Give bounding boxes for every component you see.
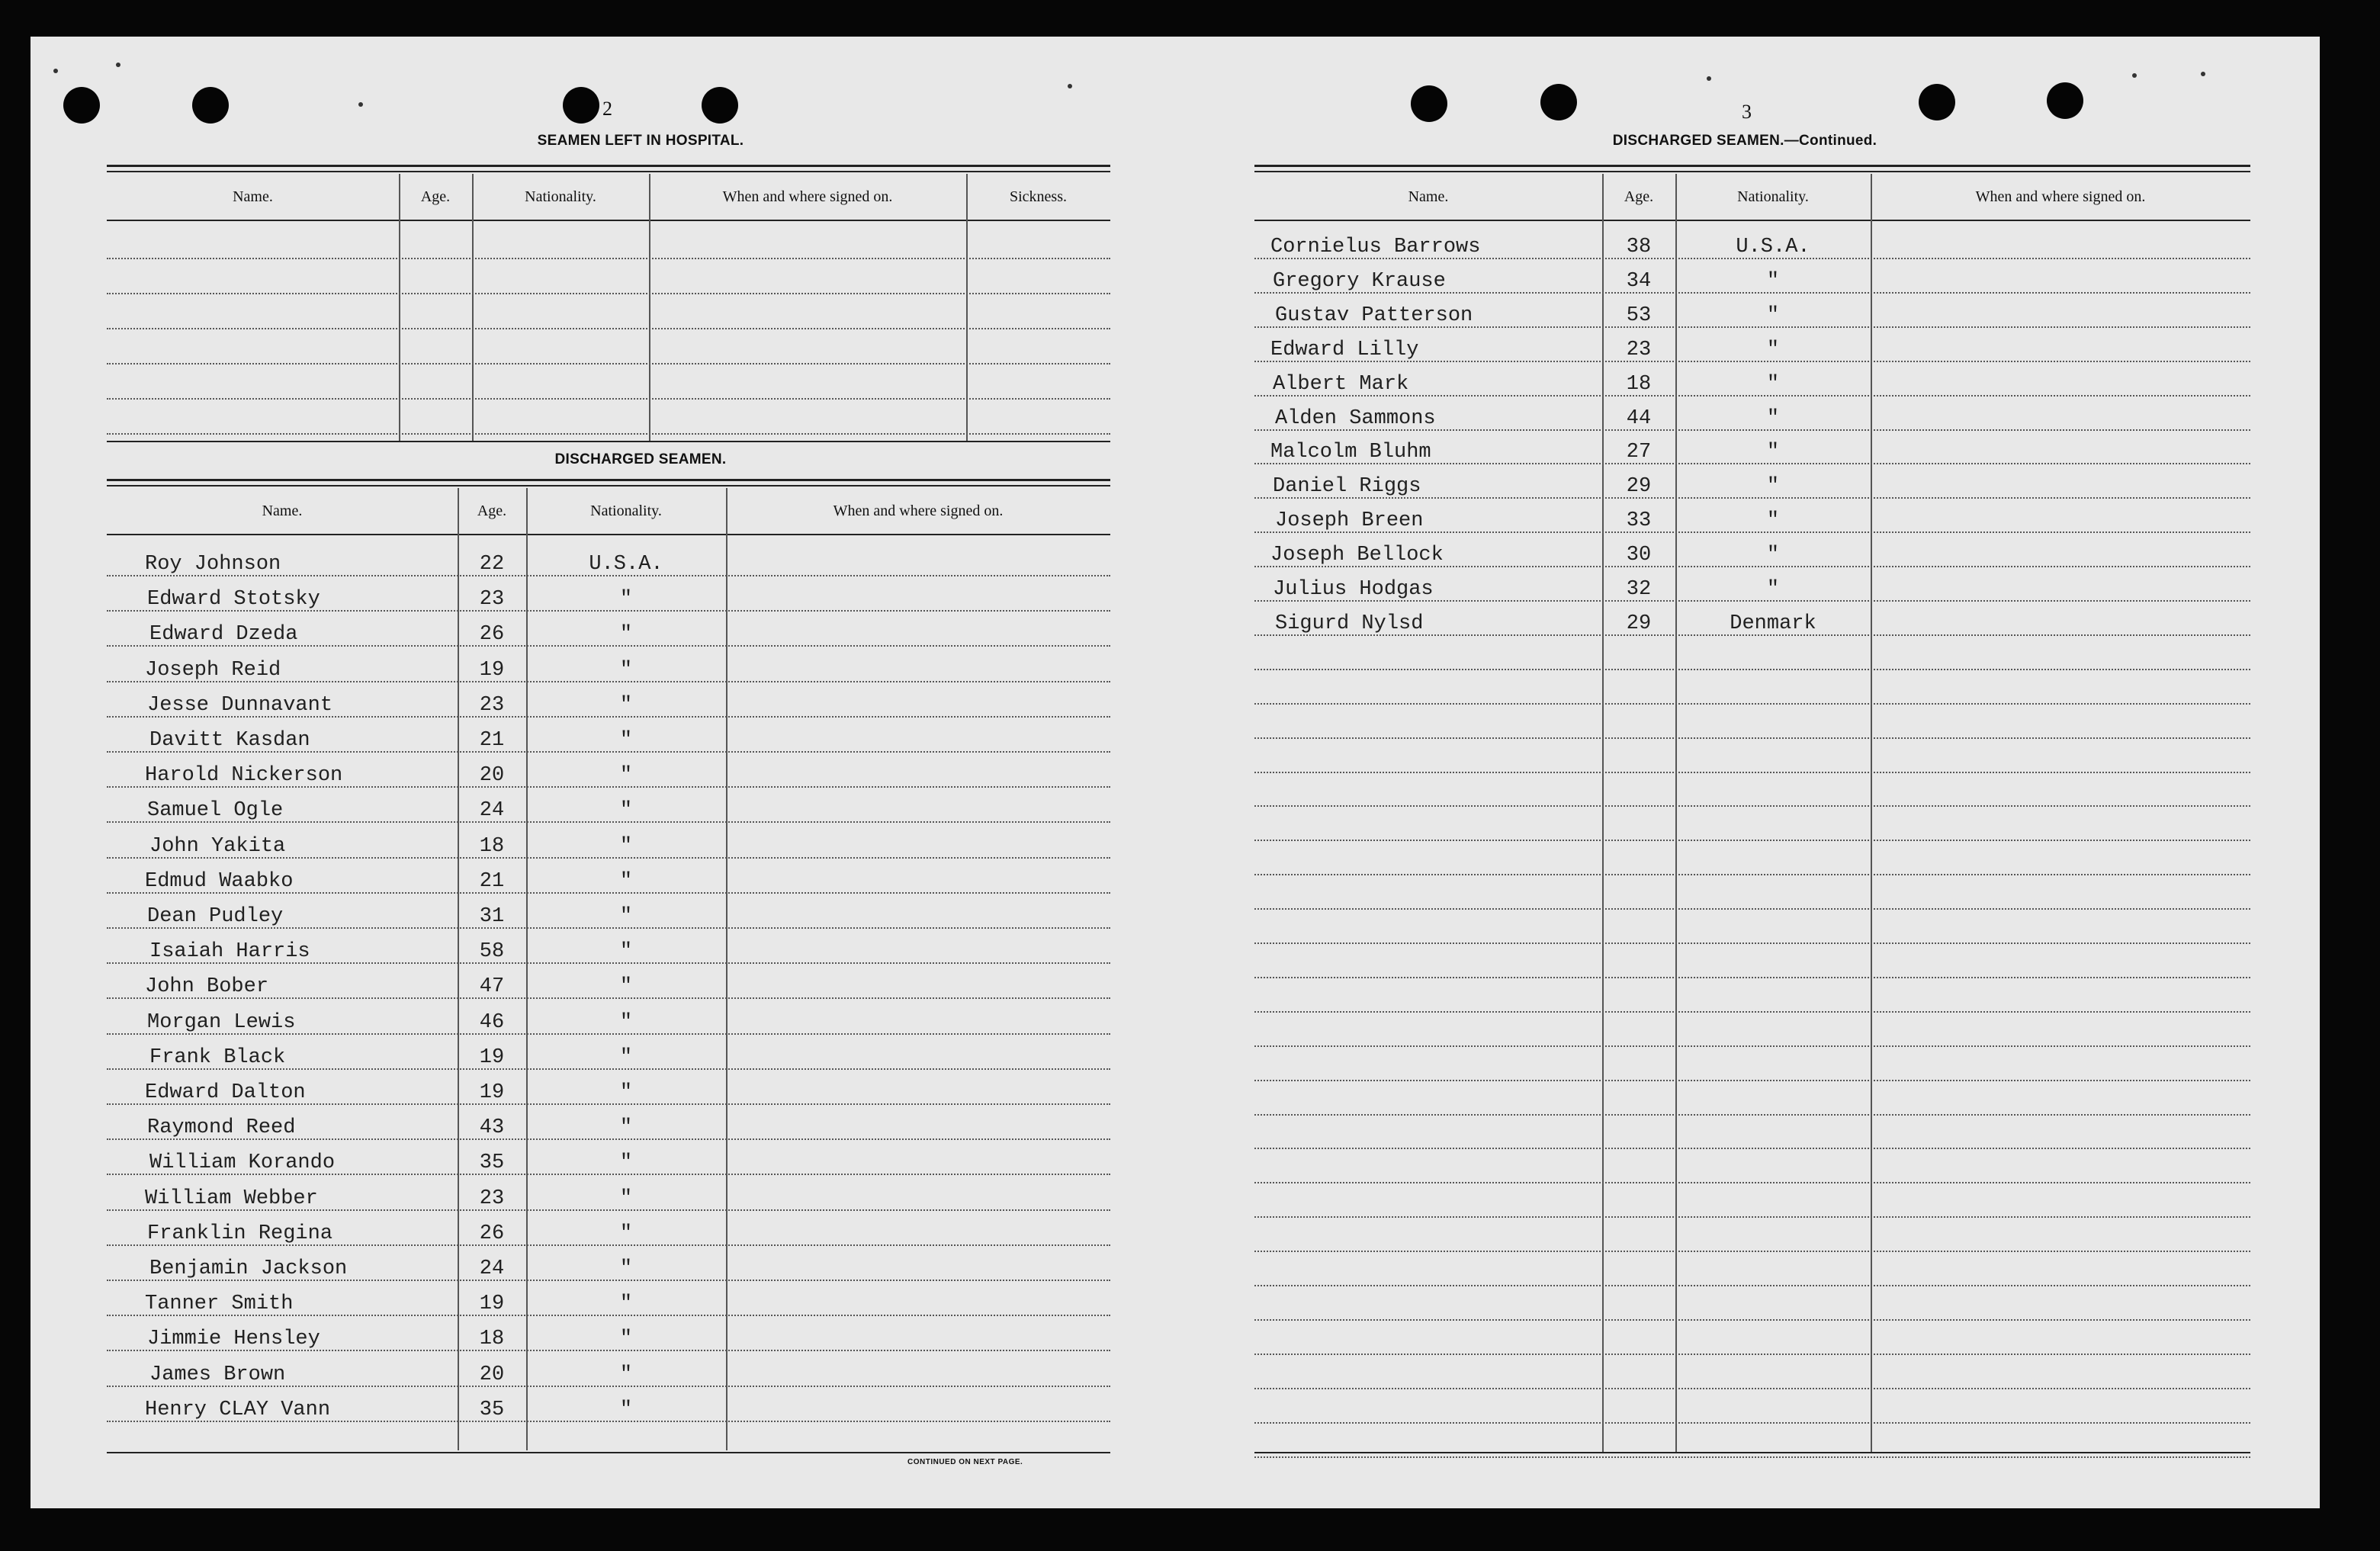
seaman-age: 19 — [479, 1292, 505, 1316]
col-header-signed-on: When and where signed on. — [1975, 188, 2146, 205]
table-row-line — [1254, 942, 2250, 944]
seaman-nationality: " — [619, 1328, 633, 1351]
column-divider — [649, 174, 650, 442]
hospital-table-header — [107, 174, 1110, 220]
seaman-name: William Webber — [145, 1187, 318, 1210]
table-row-line — [1254, 772, 2250, 773]
blank-row — [107, 363, 1110, 364]
table-row-line — [1254, 1388, 2250, 1389]
ink-speck — [1707, 76, 1711, 81]
seaman-name: Edward Stotsky — [147, 588, 320, 612]
seaman-age: 35 — [479, 1398, 505, 1421]
seaman-age: 44 — [1626, 406, 1652, 430]
page-number: 2 — [602, 98, 612, 120]
right-table-header — [1254, 174, 2250, 220]
seaman-age: 19 — [479, 1081, 505, 1105]
seaman-nationality: " — [619, 1081, 633, 1105]
seaman-age: 47 — [479, 975, 505, 999]
seaman-age: 18 — [479, 1328, 505, 1351]
seaman-nationality: " — [619, 1222, 633, 1245]
table-row-line — [1254, 703, 2250, 705]
seaman-nationality: " — [619, 1187, 633, 1210]
discharged-table-header — [107, 488, 1110, 534]
seaman-age: 29 — [1626, 612, 1652, 636]
seaman-nationality: " — [1766, 578, 1780, 602]
seaman-name: Samuel Ogle — [147, 799, 284, 823]
right-bottom-rule — [1254, 1452, 2250, 1453]
table-row-line — [1254, 805, 2250, 807]
seaman-age: 23 — [479, 588, 505, 612]
col-header-age: Age. — [1624, 188, 1654, 205]
ink-speck — [1068, 84, 1072, 88]
seaman-name: Joseph Breen — [1275, 509, 1424, 533]
continued-note: CONTINUED ON NEXT PAGE. — [907, 1458, 1023, 1466]
seaman-name: Sigurd Nylsd — [1275, 612, 1424, 636]
seaman-name: Edward Lilly — [1270, 338, 1419, 361]
seaman-name: Jesse Dunnavant — [147, 693, 333, 717]
seaman-name: Jimmie Hensley — [147, 1328, 320, 1351]
right-header-rule — [1254, 220, 2250, 221]
col-header-nationality: Nationality. — [590, 502, 662, 519]
punch-hole-icon — [2047, 82, 2083, 119]
seaman-age: 20 — [479, 764, 505, 788]
punch-hole-icon — [702, 87, 738, 124]
col-header-name: Name. — [1408, 188, 1449, 205]
seaman-age: 24 — [479, 1257, 505, 1281]
table-row-line — [1254, 1285, 2250, 1286]
column-divider — [1602, 174, 1604, 1452]
table-row-line — [1254, 908, 2250, 910]
seaman-nationality: " — [619, 1398, 633, 1421]
seaman-nationality: " — [619, 764, 633, 788]
seaman-nationality: " — [1766, 372, 1780, 396]
seaman-nationality: " — [1766, 338, 1780, 361]
table-row-line — [1254, 1319, 2250, 1321]
seaman-name: Edward Dalton — [145, 1081, 306, 1105]
seaman-nationality: " — [619, 1151, 633, 1175]
seaman-name: Joseph Reid — [145, 658, 281, 682]
seaman-age: 21 — [479, 869, 505, 893]
seaman-age: 29 — [1626, 475, 1652, 499]
table-row-line — [1254, 977, 2250, 978]
seaman-name: Benjamin Jackson — [149, 1257, 348, 1281]
ink-speck — [116, 63, 120, 67]
seaman-nationality: " — [619, 799, 633, 823]
seaman-name: Davitt Kasdan — [149, 729, 310, 753]
ink-speck — [2201, 72, 2205, 76]
right-top-rule — [1254, 165, 2250, 167]
seaman-name: James Brown — [149, 1363, 286, 1386]
column-divider — [472, 174, 474, 442]
discharged-header-rule — [107, 534, 1110, 535]
seaman-name: Cornielus Barrows — [1270, 236, 1481, 259]
right-page — [1180, 37, 2320, 1508]
seaman-name: Gustav Patterson — [1275, 303, 1473, 327]
table-row-line — [1254, 1251, 2250, 1252]
seaman-nationality: " — [1766, 303, 1780, 327]
seaman-name: Dean Pudley — [147, 905, 284, 929]
table-row-line — [1254, 1080, 2250, 1081]
seaman-name: Daniel Riggs — [1273, 475, 1421, 499]
ink-speck — [2132, 73, 2137, 78]
blank-row — [107, 398, 1110, 400]
seaman-name: Joseph Bellock — [1270, 544, 1444, 567]
ink-speck — [53, 69, 58, 73]
blank-row — [107, 258, 1110, 259]
seaman-nationality: " — [1766, 270, 1780, 294]
table-row-line — [1254, 1045, 2250, 1047]
blank-row — [107, 433, 1110, 435]
col-header-signed-on: When and where signed on. — [722, 188, 893, 205]
discharged-bottom-rule — [107, 1452, 1110, 1453]
seaman-nationality: U.S.A. — [1736, 236, 1810, 259]
seaman-name: John Yakita — [149, 834, 286, 858]
col-header-age: Age. — [477, 502, 507, 519]
col-header-age: Age. — [420, 188, 451, 205]
table-row-line — [1254, 1011, 2250, 1013]
column-divider — [1675, 174, 1677, 1452]
seaman-age: 38 — [1626, 236, 1652, 259]
seaman-age: 43 — [479, 1116, 505, 1140]
seaman-name: Raymond Reed — [147, 1116, 296, 1140]
column-divider — [966, 174, 968, 442]
seaman-age: 18 — [1626, 372, 1652, 396]
punch-hole-icon — [1411, 85, 1447, 122]
seaman-age: 26 — [479, 623, 505, 647]
seaman-age: 33 — [1626, 509, 1652, 533]
seaman-nationality: U.S.A. — [589, 553, 663, 576]
punch-hole-icon — [63, 87, 100, 124]
punch-hole-icon — [563, 87, 599, 124]
seaman-nationality: " — [619, 623, 633, 647]
column-divider — [399, 174, 400, 442]
ink-speck — [358, 102, 363, 107]
seaman-nationality: " — [619, 1257, 633, 1281]
seaman-name: Albert Mark — [1273, 372, 1409, 396]
seaman-age: 21 — [479, 729, 505, 753]
hospital-header-rule — [107, 220, 1110, 221]
table-row-line — [1254, 1354, 2250, 1355]
seaman-nationality: " — [1766, 544, 1780, 567]
hospital-bottom-rule — [107, 441, 1110, 442]
page-number: 3 — [1742, 101, 1752, 123]
seaman-age: 19 — [479, 658, 505, 682]
seaman-nationality: " — [619, 834, 633, 858]
seaman-nationality: " — [619, 1116, 633, 1140]
seaman-nationality: " — [619, 1292, 633, 1316]
blank-row — [107, 293, 1110, 294]
table-row-line — [1254, 1456, 2250, 1458]
seaman-name: Tanner Smith — [145, 1292, 294, 1316]
seaman-name: Alden Sammons — [1275, 406, 1436, 430]
col-header-name: Name. — [262, 502, 303, 519]
seaman-age: 23 — [1626, 338, 1652, 361]
seaman-name: John Bober — [145, 975, 269, 999]
seaman-nationality: " — [619, 905, 633, 929]
seaman-nationality: " — [619, 1010, 633, 1034]
seaman-name: William Korando — [149, 1151, 336, 1175]
col-header-signed-on: When and where signed on. — [833, 502, 1004, 519]
discharged-continued-title: DISCHARGED SEAMEN.—Continued. — [1612, 133, 1877, 149]
seaman-age: 30 — [1626, 544, 1652, 567]
table-row-line — [1254, 669, 2250, 670]
seaman-age: 22 — [479, 553, 505, 576]
seaman-nationality: " — [619, 975, 633, 999]
table-row-line — [1254, 874, 2250, 875]
blank-row — [107, 328, 1110, 329]
seaman-age: 26 — [479, 1222, 505, 1245]
seaman-nationality: " — [619, 658, 633, 682]
seaman-nationality: " — [619, 940, 633, 964]
seaman-name: Henry CLAY Vann — [145, 1398, 331, 1421]
table-row-line — [1254, 840, 2250, 841]
col-header-sickness: Sickness. — [1010, 188, 1067, 205]
hospital-top-rule — [107, 171, 1110, 172]
punch-hole-icon — [192, 87, 229, 124]
seaman-nationality: " — [1766, 406, 1780, 430]
seaman-name: Malcolm Bluhm — [1270, 441, 1431, 464]
seaman-age: 23 — [479, 1187, 505, 1210]
seaman-age: 23 — [479, 693, 505, 717]
seaman-name: Harold Nickerson — [145, 764, 343, 788]
hospital-top-rule — [107, 165, 1110, 167]
seaman-age: 34 — [1626, 270, 1652, 294]
hospital-section-title: SEAMEN LEFT IN HOSPITAL. — [537, 133, 744, 149]
seaman-nationality: Denmark — [1730, 612, 1816, 636]
seaman-nationality: " — [619, 1045, 633, 1069]
seaman-name: Morgan Lewis — [147, 1010, 296, 1034]
seaman-nationality: " — [619, 693, 633, 717]
seaman-age: 31 — [479, 905, 505, 929]
right-top-rule — [1254, 171, 2250, 172]
col-header-name: Name. — [233, 188, 273, 205]
table-row-line — [1254, 1182, 2250, 1183]
seaman-name: Julius Hodgas — [1273, 578, 1434, 602]
punch-hole-icon — [1919, 84, 1955, 120]
seaman-age: 32 — [1626, 578, 1652, 602]
seaman-nationality: " — [619, 729, 633, 753]
discharged-top-rule — [107, 485, 1110, 486]
column-divider — [1871, 174, 1872, 1452]
table-row-line — [1254, 1114, 2250, 1116]
seaman-name: Gregory Krause — [1273, 270, 1446, 294]
seaman-name: Frank Black — [149, 1045, 286, 1069]
seaman-age: 46 — [479, 1010, 505, 1034]
seaman-age: 27 — [1626, 441, 1652, 464]
col-header-nationality: Nationality. — [525, 188, 596, 205]
table-row-line — [1254, 737, 2250, 739]
seaman-nationality: " — [619, 1363, 633, 1386]
seaman-nationality: " — [1766, 475, 1780, 499]
seaman-age: 20 — [479, 1363, 505, 1386]
seaman-age: 58 — [479, 940, 505, 964]
table-row-line — [1254, 1148, 2250, 1149]
table-row-line — [1254, 1422, 2250, 1424]
seaman-age: 18 — [479, 834, 505, 858]
seaman-age: 24 — [479, 799, 505, 823]
seaman-name: Franklin Regina — [147, 1222, 333, 1245]
col-header-nationality: Nationality. — [1737, 188, 1809, 205]
discharged-top-rule — [107, 479, 1110, 481]
seaman-age: 19 — [479, 1045, 505, 1069]
left-page — [31, 37, 1187, 1508]
seaman-name: Edward Dzeda — [149, 623, 298, 647]
seaman-name: Edmud Waabko — [145, 869, 294, 893]
discharged-section-title: DISCHARGED SEAMEN. — [554, 451, 727, 467]
seaman-nationality: " — [619, 869, 633, 893]
seaman-name: Isaiah Harris — [149, 940, 310, 964]
column-divider — [726, 488, 727, 1450]
punch-hole-icon — [1540, 84, 1577, 120]
seaman-age: 35 — [479, 1151, 505, 1175]
table-row-line — [1254, 1216, 2250, 1218]
seaman-nationality: " — [619, 588, 633, 612]
seaman-age: 53 — [1626, 303, 1652, 327]
seaman-name: Roy Johnson — [145, 553, 281, 576]
seaman-nationality: " — [1766, 441, 1780, 464]
seaman-nationality: " — [1766, 509, 1780, 533]
